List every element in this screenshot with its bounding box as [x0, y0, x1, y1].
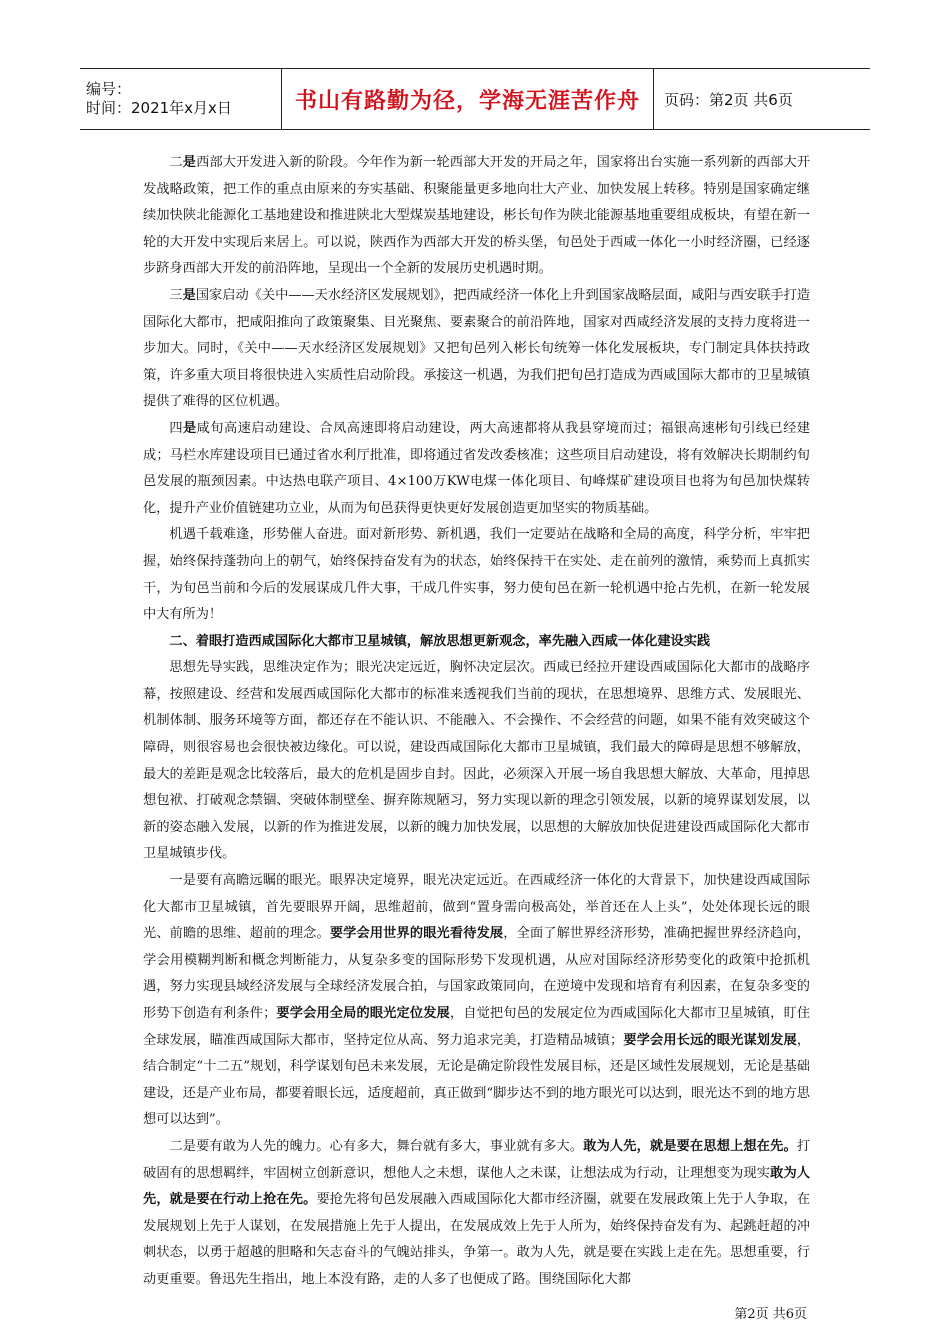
paragraph: 机遇千载难逢，形势催人奋进。面对新形势、新机遇，我们一定要站在战略和全局的高度，科学分析，牢牢把握，始终保持蓬勃向上的朝气，始终保持奋发有为的状态，始终保持干在实处、走在前列的激情，乘势而上真抓实干，为旬邑当前和今后的发展谋成几件大事，干成几件实事，努力使旬邑在新一轮机遇中抢占先机，在新一轮发展中大有所为！: [143, 527, 810, 623]
page-footer: 第2页 共6页: [734, 1307, 807, 1322]
paragraph: 一是要有高瞻远瞩的眼光。眼界决定境界，眼光决定远近。在西咸经济一体化的大背景下，加快建设西咸国际化大都市卫星城镇，首先要眼界开阔，思维超前，做到“置身需向极高处，举首还在人上头”，处处体现长远的眼光、前瞻的思维、超前的理念。要学会用世界的眼光看待发展，全面了解世界经济形势，准确把握世界经济趋向，学会用模糊判断和概念判断能力，从复杂多变的国际形势下发现机遇，从应对国际经济形势变化的政策中抢抓机遇，努力实现县域经济发展与全球经济发展合拍，与国家政策同向，在逆境中发现和培育有利因素，在复杂多变的形势下创造有利条件；要学会用全局的眼光定位发展，自觉把旬邑的发展定位为西咸国际化大都市卫星城镇，盯住全球发展，瞄准西咸国际大都市，坚持定位从高、努力追求完美，打造精品城镇；要学会用长远的眼光谋划发展，结合制定“十二五”规划，科学谋划旬邑未来发展，无论是确定阶段性发展目标，还是区域性发展规划，无论是基础建设，还是产业布局，都要着眼长远，适度超前，真正做到“脚步达不到的地方眼光可以达到，眼光达不到的地方思想可以达到”。: [143, 873, 811, 1128]
section-heading: 二、着眼打造西咸国际化大都市卫星城镇，解放思想更新观念，率先融入西咸一体化建设实践: [169, 633, 711, 649]
paragraph: 二是要有敢为人先的魄力。心有多大，舞台就有多大，事业就有多大。敢为人先，就是要在思想上想在先。打破固有的思想羁绊，牢固树立创新意识，想他人之未想，谋他人之未谋，让想法成为行动，让理想变为现实敢为人先，就是要在行动上抢在先。要抢先将旬邑发展融入西咸国际化大都市经济圈，就要在发展政策上先于人争取，在发展规划上先于人谋划，在发展措施上先于人提出，在发展成效上先于人所为，始终保持奋发有为、起跳赶超的冲刺状态，以勇于超越的胆略和矢志奋斗的气魄站排头，争第一。敢为人先，就是要在实践上走在先。思想重要，行动更重要。鲁迅先生指出，地上本没有路，走的人多了也便成了路。围绕国际化大都: [143, 1138, 811, 1287]
time-label: 时间：2021年x月x日: [86, 99, 232, 117]
paragraph: 四是咸旬高速启动建设、合凤高速即将启动建设，两大高速都将从我县穿境而过；福银高速彬旬引线已经建成；马栏水库建设项目已通过省水利厅批准，即将通过省发改委核准；这些项目启动建设，将有效解决长期制约旬邑发展的瓶颈因素。中达热电联产项目、4×100万KW电煤一体化项目、旬峰煤矿建设项目也将为旬邑加快煤转化，提升产业价值链建功立业，从而为旬邑获得更快更好发展创造更加坚实的物质基础。: [143, 420, 810, 516]
header-page-label: 页码：第2页 共6页: [664, 90, 793, 109]
paragraph: 二是西部大开发进入新的阶段。今年作为新一轮西部大开发的开局之年，国家将出台实施一系列新的西部大开发战略政策，把工作的重点由原来的夯实基础、积聚能量更多地向壮大产业、加快发展上转移。特别是国家确定继续加快陕北能源化工基地建设和推进陕北大型煤炭基地建设，彬长旬作为陕北能源基地重要组成板块，有望在新一轮的大开发中实现后来居上。可以说，陕西作为西部大开发的桥头堡，旬邑处于西咸一体化一小时经济圈，已经逐步跻身西部大开发的前沿阵地，呈现出一个全新的发展历史机遇时期。: [143, 155, 811, 277]
header-info: [80, 69, 282, 129]
serial-label: 编号：: [86, 80, 132, 98]
header-motto: 书山有路勤为径，学海无涯苦作舟: [282, 69, 654, 129]
document-body: [143, 150, 810, 1294]
paragraph: 思想先导实践，思维决定作为；眼光决定远近，胸怀决定层次。西咸已经拉开建设西咸国际化大都市的战略序幕，按照建设、经营和发展西咸国际化大都市的标准来透视我们当前的现状，在思想境界、思维方式、发展眼光、机制体制、服务环境等方面，都还存在不能认识、不能融入、不会操作、不会经营的问题，如果不能有效突破这个障碍，则很容易也会很快被边缘化。可以说，建设西咸国际化大都市卫星城镇，我们最大的障碍是思想不够解放，最大的差距是观念比较落后，最大的危机是固步自封。因此，必须深入开展一场自我思想大解放、大革命，甩掉思想包袱、打破观念禁锢、突破体制壁垒、摒弃陈规陋习，努力实现以新的理念引领发展，以新的境界谋划发展，以新的姿态融入发展，以新的作为推进发展，以新的魄力加快发展，以思想的大解放加快促进建设西咸国际化大都市卫星城镇步伐。: [143, 660, 810, 862]
paragraph: 三是国家启动《关中——天水经济区发展规划》，把西咸经济一体化上升到国家战略层面，咸阳与西安联手打造国际化大都市，把咸阳推向了政策聚集、目光聚焦、要素聚合的前沿阵地，国家对西咸经济发展的支持力度将进一步加大。同时，《关中——天水经济区发展规划》又把旬邑列入彬长旬统筹一体化发展板块，专门制定具体扶持政策，许多重大项目将很快进入实质性启动阶段。承接这一机遇，为我们把旬邑打造成为西咸国际大都市的卫星城镇提供了难得的区位机遇。: [143, 287, 811, 410]
page-header: [80, 68, 870, 130]
